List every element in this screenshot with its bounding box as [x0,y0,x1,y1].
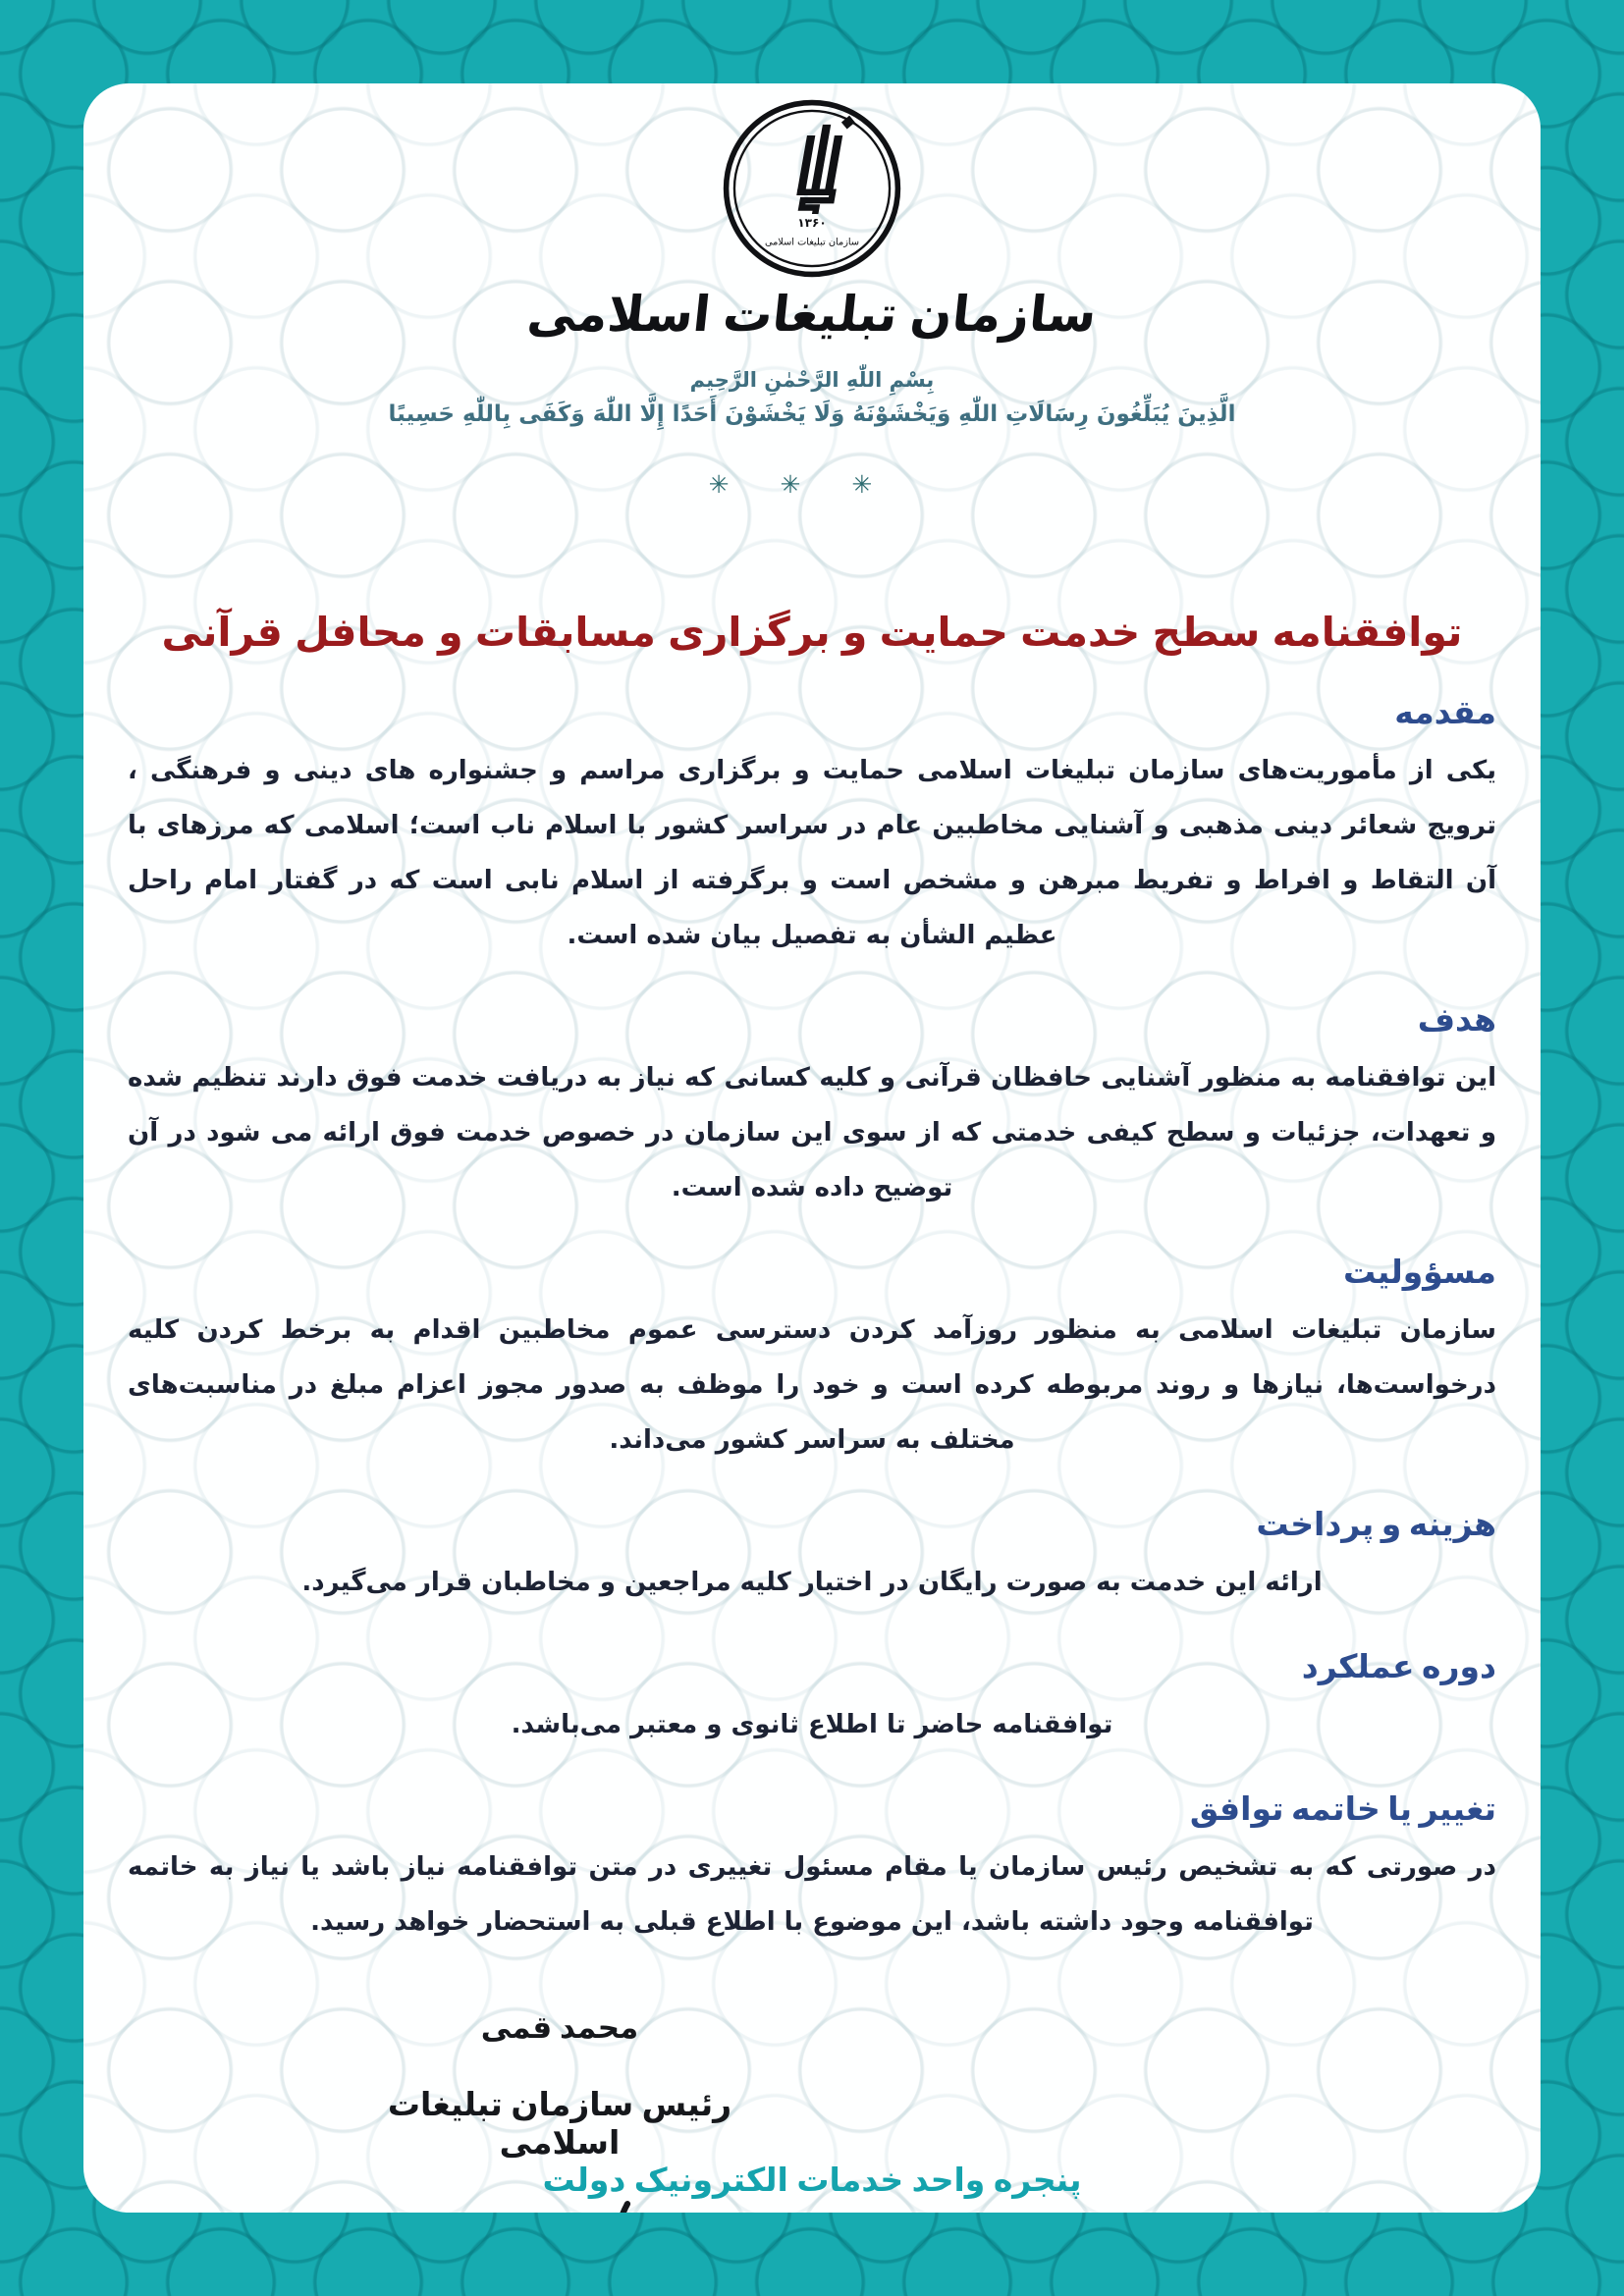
signatory-title: رئیس سازمان تبلیغات اسلامی [387,2085,732,2162]
section-masouliat [128,1253,1496,1468]
document-sheet [83,83,1541,2213]
page-title: توافقنامه سطح خدمت حمایت و برگزاری مسابقات و محافل قرآنی [161,609,1463,656]
section-heading: هدف [1417,1000,1496,1039]
section-doreh-amalkard [128,1647,1496,1752]
logo-emblem-icon [721,97,903,280]
logo-year: ۱۳۶۰ [797,216,827,231]
section-body: یکی از مأموریت‌های سازمان تبلیغات اسلامی حمایت و برگزاری مراسم و جشنواره های دینی و فرهنگی ، ترویج شعائر دینی مذهبی و آشنایی مخاطبین عام در سراسر کشور با اسلام ناب است؛ اسلامی که مرزهای با آن التقاط و افراط و تفریط مبرهن و مشخص است و برگرفته از اسلام نابی است که در گفتار امام راحل عظیم الشأن به تفصیل بیان شده است. [128,756,1496,950]
section-body: در صورتی که به تشخیص رئیس سازمان یا مقام مسئول تغییری در متن توافقنامه نیاز باشد یا نیاز به خاتمه توافقنامه وجود داشته باشد، این موضوع با اطلاع قبلی به استحضار خواهد رسید. [128,1852,1496,1937]
allah-emblem-icon [793,116,856,214]
section-heading: هزینه و پرداخت [1256,1505,1496,1543]
quran-verse-text: الَّذِينَ يُبَلِّغُونَ رِسَالَاتِ اللّٰهِ وَيَخْشَوْنَهُ وَلَا يَخْشَوْنَ أَحَدًا إِلَّا اللّٰهَ وَكَفَى بِاللّٰهِ حَسِيبًا [388,401,1236,427]
footer-service-window-label: پنجره واحد خدمات الکترونیک دولت [542,2161,1082,2199]
section-hazineh-pardakht [128,1505,1496,1610]
organization-calligraphy: سازمان تبلیغات اسلامی [524,286,1100,343]
section-heading: مسؤولیت [1342,1253,1496,1291]
section-body: ارائه این خدمت به صورت رایگان در اختیار کلیه مراجعین و مخاطبان قرار می‌گیرد. [301,1568,1323,1597]
section-body: این توافقنامه به منظور آشنایی حافظان قرآنی و کلیه کسانی که نیاز به دریافت خدمت فوق دارند تنظیم شده و تعهدات، جزئیات و سطح کیفی خدمتی که از سوی این سازمان در خصوص خدمت فوق ارائه می شود در آن توضیح داده شده است. [128,1063,1496,1202]
section-taghir-khatemeh [128,1789,1496,1949]
section-heading: تغییر یا خاتمه توافق [1189,1789,1496,1828]
ornament-stars-icon: ✳ ✳ ✳ [708,470,894,499]
section-hadaf [128,1000,1496,1215]
section-moghaddameh [128,693,1496,963]
document-content [83,83,1541,2213]
organization-logo [128,97,1496,343]
section-heading: دوره عملکرد [1301,1647,1496,1685]
section-body: توافقنامه حاضر تا اطلاع ثانوی و معتبر می‌باشد. [511,1710,1113,1739]
section-heading: مقدمه [1394,693,1496,731]
section-body: سازمان تبلیغات اسلامی به منظور روزآمد کردن دسترسی عموم مخاطبین اقدام به برخط کردن کلیه درخواست‌ها، نیازها و روند مربوطه کرده است و خود را موظف به صدور مجوز اعزام مبلغ در مناسبت‌های مختلف به سراسر کشور می‌داند. [128,1315,1496,1455]
signatory-name: محمد قمی [480,2010,639,2046]
bismillah-text: بِسْمِ اللّٰهِ الرَّحْمٰنِ الرَّحِيم [689,368,935,392]
logo-ring-text: سازمان تبلیغات اسلامی [764,237,860,248]
